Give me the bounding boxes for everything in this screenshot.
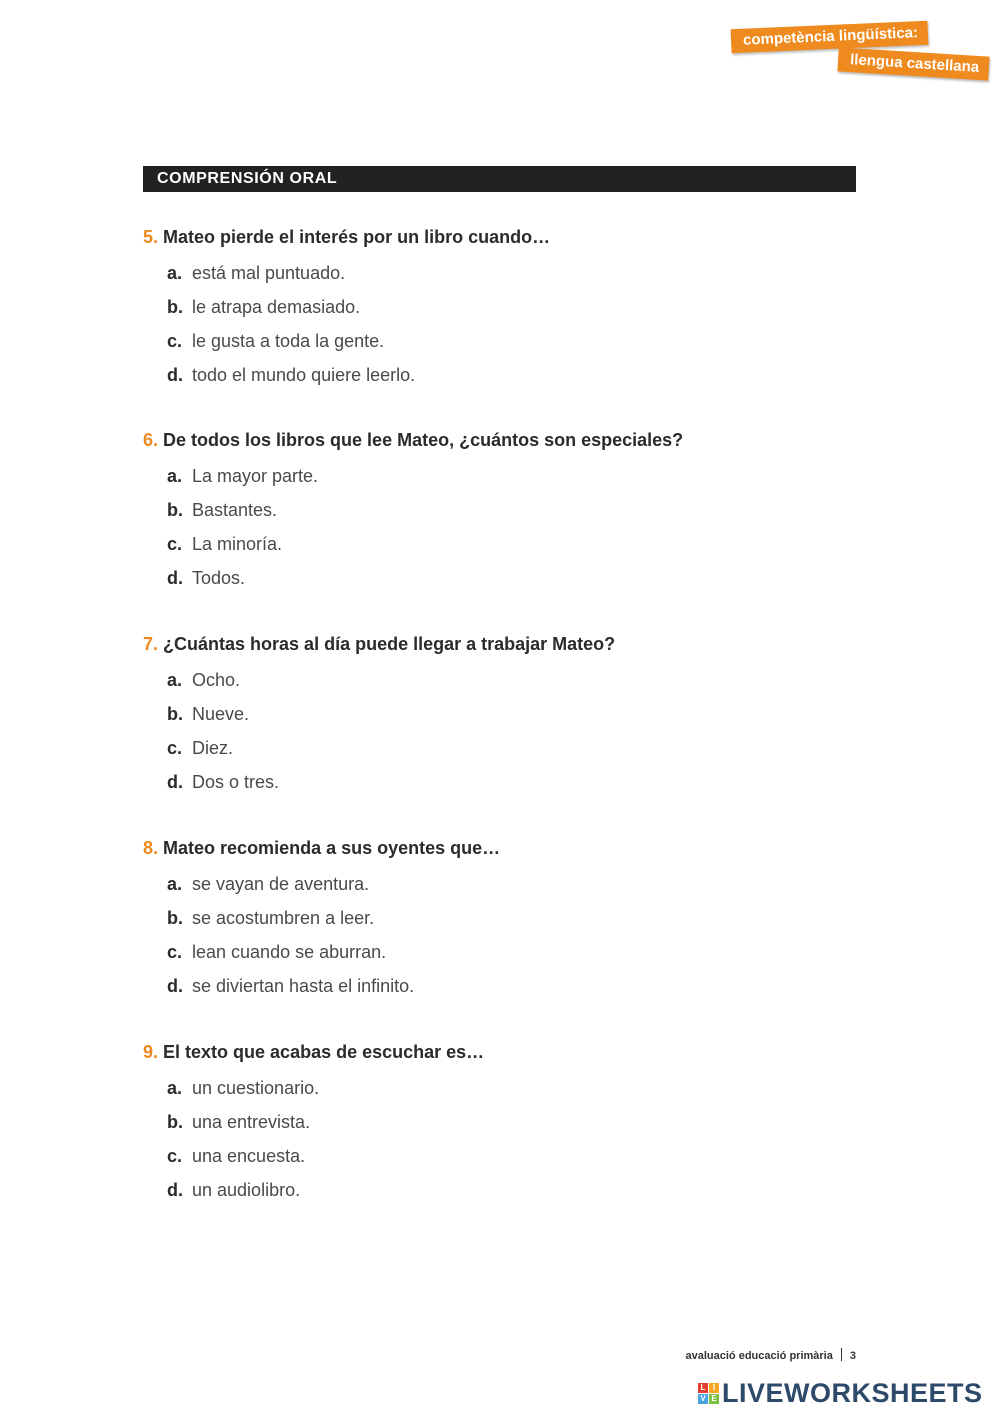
subject-tag-llengua: llengua castellana: [837, 47, 989, 80]
option-text: Nueve.: [192, 704, 250, 724]
option-text: una entrevista.: [192, 1112, 311, 1132]
option-c[interactable]: [167, 940, 863, 974]
question-9: [143, 1040, 863, 1212]
option-letter: c.: [167, 738, 183, 758]
option-a[interactable]: [167, 464, 863, 498]
option-letter: a.: [167, 263, 183, 283]
option-letter: b.: [167, 1112, 183, 1132]
option-letter: d.: [167, 365, 183, 385]
option-text: se vayan de aventura.: [192, 874, 370, 894]
option-a[interactable]: [167, 872, 863, 906]
question-number: 7.: [143, 634, 159, 654]
option-letter: d.: [167, 976, 183, 996]
question-text: De todos los libros que lee Mateo, ¿cuántos son especiales?: [163, 430, 684, 450]
option-letter: a.: [167, 670, 183, 690]
question-number: 5.: [143, 227, 159, 247]
question-title: [143, 836, 863, 860]
question-text: El texto que acabas de escuchar es…: [163, 1042, 485, 1062]
option-letter: b.: [167, 908, 183, 928]
question-title: [143, 225, 863, 249]
question-text: ¿Cuántas horas al día puede llegar a trabajar Mateo?: [163, 634, 616, 654]
question-number: 9.: [143, 1042, 159, 1062]
option-a[interactable]: [167, 668, 863, 702]
option-text: le gusta a toda la gente.: [192, 331, 385, 351]
option-text: un cuestionario.: [192, 1078, 320, 1098]
option-letter: d.: [167, 772, 183, 792]
option-letter: c.: [167, 1146, 183, 1166]
option-b[interactable]: [167, 1110, 863, 1144]
question-7: [143, 632, 863, 804]
option-letter: a.: [167, 874, 183, 894]
option-d[interactable]: [167, 566, 863, 600]
option-d[interactable]: [167, 974, 863, 1008]
page-footer: [686, 1348, 856, 1364]
option-text: Diez.: [192, 738, 234, 758]
footer-divider: [841, 1348, 842, 1361]
question-title: [143, 428, 863, 452]
subject-tag-competencia: competència lingüística:: [731, 21, 929, 54]
option-text: se diviertan hasta el infinito.: [192, 976, 415, 996]
option-list: [167, 464, 863, 600]
option-text: Bastantes.: [192, 500, 278, 520]
option-text: Todos.: [192, 568, 246, 588]
question-6: [143, 428, 863, 600]
option-b[interactable]: [167, 906, 863, 940]
option-d[interactable]: [167, 1178, 863, 1212]
question-title: [143, 632, 863, 656]
option-text: le atrapa demasiado.: [192, 297, 361, 317]
option-letter: c.: [167, 942, 183, 962]
option-letter: c.: [167, 331, 183, 351]
option-text: todo el mundo quiere leerlo.: [192, 365, 416, 385]
option-text: una encuesta.: [192, 1146, 306, 1166]
question-5: [143, 225, 863, 397]
option-list: [167, 261, 863, 397]
option-b[interactable]: [167, 498, 863, 532]
logo-letter: V: [698, 1394, 708, 1404]
option-text: Dos o tres.: [192, 772, 280, 792]
option-letter: b.: [167, 704, 183, 724]
option-d[interactable]: [167, 770, 863, 804]
option-text: Ocho.: [192, 670, 241, 690]
question-number: 6.: [143, 430, 159, 450]
liveworksheets-logo-icon: [698, 1383, 719, 1404]
option-letter: b.: [167, 297, 183, 317]
option-letter: b.: [167, 500, 183, 520]
option-letter: d.: [167, 1180, 183, 1200]
page-number: 3: [849, 1350, 856, 1362]
option-letter: a.: [167, 1078, 183, 1098]
option-letter: c.: [167, 534, 183, 554]
option-text: está mal puntuado.: [192, 263, 346, 283]
option-d[interactable]: [167, 363, 863, 397]
question-text: Mateo pierde el interés por un libro cuando…: [163, 227, 551, 247]
question-8: [143, 836, 863, 1008]
option-list: [167, 668, 863, 804]
logo-letter: L: [698, 1383, 708, 1393]
question-text: Mateo recomienda a sus oyentes que…: [163, 838, 501, 858]
option-b[interactable]: [167, 295, 863, 329]
option-text: La minoría.: [192, 534, 283, 554]
option-text: La mayor parte.: [192, 466, 319, 486]
logo-letter: I: [709, 1383, 719, 1393]
option-list: [167, 1076, 863, 1212]
watermark-text: LIVEWORKSHEETS: [722, 1377, 983, 1408]
logo-letter: E: [709, 1394, 719, 1404]
footer-text: avaluació educació primària: [685, 1350, 833, 1362]
option-c[interactable]: [167, 736, 863, 770]
option-c[interactable]: [167, 329, 863, 363]
option-letter: d.: [167, 568, 183, 588]
option-list: [167, 872, 863, 1008]
option-letter: a.: [167, 466, 183, 486]
question-number: 8.: [143, 838, 159, 858]
option-a[interactable]: [167, 261, 863, 295]
option-c[interactable]: [167, 532, 863, 566]
option-c[interactable]: [167, 1144, 863, 1178]
option-text: se acostumbren a leer.: [192, 908, 375, 928]
option-a[interactable]: [167, 1076, 863, 1110]
liveworksheets-watermark: [698, 1378, 983, 1408]
question-title: [143, 1040, 863, 1064]
option-text: lean cuando se aburran.: [192, 942, 387, 962]
option-b[interactable]: [167, 702, 863, 736]
option-text: un audiolibro.: [192, 1180, 301, 1200]
section-title: COMPRENSIÓN ORAL: [143, 166, 856, 192]
